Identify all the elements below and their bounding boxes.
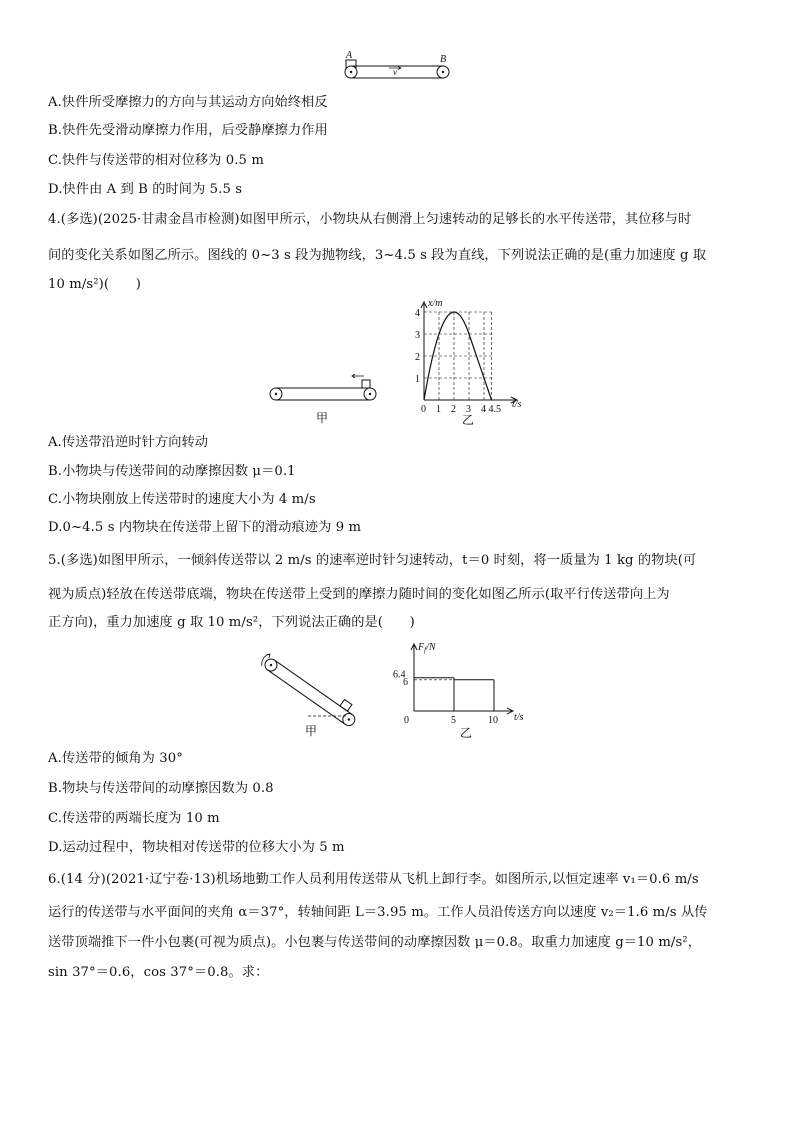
q5-option-c: C.传送带的两端长度为 10 m xyxy=(48,811,220,826)
x-chart-x-tick: 1 xyxy=(436,404,441,415)
q4-yi-label: 乙 xyxy=(462,413,475,427)
f-chart-xlabel: t/s xyxy=(514,712,524,723)
f-chart-x-tick: 0 xyxy=(404,715,409,726)
q4-option-c: C.小物块刚放上传送带时的速度大小为 4 m/s xyxy=(48,492,316,507)
top-conveyor-figure xyxy=(0,0,794,90)
x-chart-x-tick: 0 xyxy=(421,404,426,415)
x-chart-y-tick: 3 xyxy=(415,330,420,341)
q5-option-b: B.物块与传送带间的动摩擦因数为 0.8 xyxy=(48,781,274,796)
q3-option-c: C.快件与传送带的相对位移为 0.5 m xyxy=(48,153,264,168)
q6-stem-line-2: 运行的传送带与水平面间的夹角 α＝37°，转轴间距 L＝3.95 m。工作人员沿传送方向以速度 v₂＝1.6 m/s 从传 xyxy=(48,905,708,920)
f-chart-x-tick: 10 xyxy=(488,715,498,726)
f-chart-ylabel: $F_f/N$ xyxy=(418,642,436,654)
label-b: B xyxy=(440,54,447,65)
q3-option-d: D.快件由 A 到 B 的时间为 5.5 s xyxy=(48,182,243,197)
q6-stem-line-4: sin 37°＝0.6，cos 37°＝0.8。求： xyxy=(48,965,269,980)
x-chart-ylabel: x/m xyxy=(428,298,443,309)
q5-stem-line-2: 视为质点)轻放在传送带底端，物块在传送带上受到的摩擦力随时间的变化如图乙所示(取平行传送带向上为 xyxy=(48,587,670,602)
q6-stem-line-3: 送带顶端推下一件小包裹(可视为质点)。小包裹与传送带间的动摩擦因数 μ＝0.8。取重力加速度 g＝10 m/s²， xyxy=(48,935,702,950)
q4-stem-line-3: 10 m/s²)( ) xyxy=(48,277,141,292)
q3-option-b: B.快件先受滑动摩擦力作用，后受静摩擦力作用 xyxy=(48,123,328,138)
q5-stem-line-1: 5.(多选)如图甲所示，一倾斜传送带以 2 m/s 的速率逆时针匀速转动，t＝0 时刻，将一质量为 1 kg 的物块(可 xyxy=(48,553,697,568)
x-chart-x-tick: 2 xyxy=(451,404,456,415)
x-chart-y-tick: 2 xyxy=(415,352,420,363)
q4-option-b: B.小物块与传送带间的动摩擦因数 μ＝0.1 xyxy=(48,464,296,479)
f-chart-x-tick: 5 xyxy=(451,715,456,726)
f-chart-y-tick: 6 xyxy=(403,676,408,688)
x-chart-x-tick: 3 xyxy=(466,404,471,415)
q4-option-a: A.传送带沿逆时针方向转动 xyxy=(48,435,209,450)
label-v: v xyxy=(393,67,397,77)
label-a: A xyxy=(346,50,353,61)
q4-stem-line-1: 4.(多选)(2025·甘肃金昌市检测)如图甲所示，小物块从右侧滑上匀速转动的足够长的水平传送带，其位移与时 xyxy=(48,212,692,227)
x-chart-xlabel: t/s xyxy=(512,399,522,410)
x-chart-y-tick: 1 xyxy=(415,374,420,385)
x-chart-x-tick: 4 xyxy=(481,404,486,415)
q5-jia-label: 甲 xyxy=(305,724,318,738)
q3-option-a: A.快件所受摩擦力的方向与其运动方向始终相反 xyxy=(48,95,328,110)
q5-chart-yi xyxy=(0,636,794,746)
x-chart-x-tick: 4.5 xyxy=(488,404,501,415)
q4-option-d: D.0~4.5 s 内物块在传送带上留下的滑动痕迹为 9 m xyxy=(48,520,362,535)
q4-chart-yi xyxy=(0,296,794,436)
f-chart-y-tick: 6.4 xyxy=(393,669,406,681)
x-chart-y-tick: 4 xyxy=(415,308,420,319)
q5-stem-line-3: 正方向)，重力加速度 g 取 10 m/s²，下列说法正确的是( ) xyxy=(48,615,415,630)
q5-option-d: D.运动过程中，物块相对传送带的位移大小为 5 m xyxy=(48,840,345,855)
q6-stem-line-1: 6.(14 分)(2021·辽宁卷·13)机场地勤工作人员利用传送带从飞机上卸行李。如图所示,以恒定速率 v₁＝0.6 m/s xyxy=(48,872,699,887)
q5-option-a: A.传送带的倾角为 30° xyxy=(48,751,183,766)
q4-stem-line-2: 间的变化关系如图乙所示。图线的 0~3 s 段为抛物线，3~4.5 s 段为直线，下列说法正确的是(重力加速度 g 取 xyxy=(48,248,707,263)
q5-yi-label: 乙 xyxy=(460,726,473,740)
q4-jia-label: 甲 xyxy=(316,411,329,425)
